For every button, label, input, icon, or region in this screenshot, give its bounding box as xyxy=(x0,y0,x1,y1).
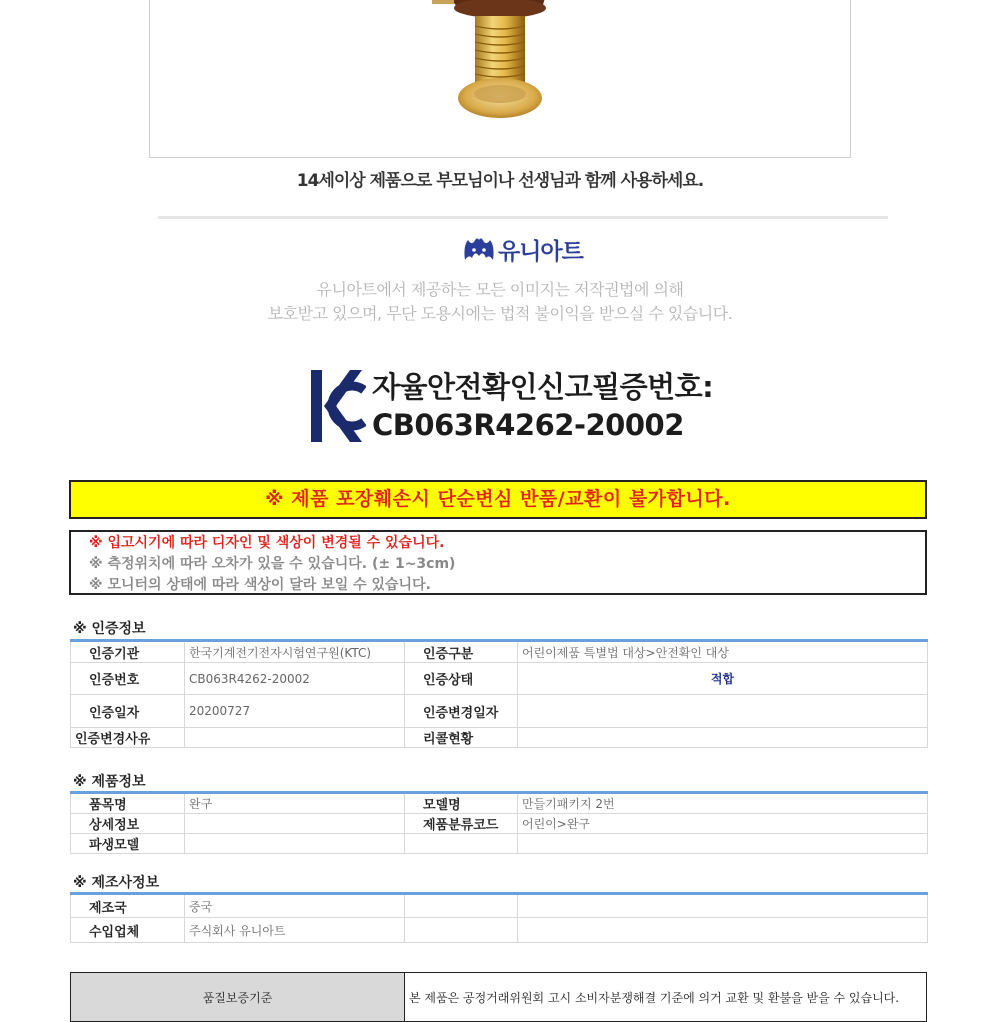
cert-status-value: 적합 xyxy=(518,663,928,695)
cell-key: 품목명 xyxy=(71,793,185,814)
cell-value: 완구 xyxy=(185,793,405,814)
product-image xyxy=(149,0,851,158)
kc-mark-icon xyxy=(310,368,366,444)
cell-value xyxy=(185,834,405,854)
cell-value xyxy=(518,894,928,918)
cell-key xyxy=(405,894,518,918)
cell-key xyxy=(405,834,518,854)
cell-key: 인증번호 xyxy=(71,663,185,695)
cell-value: 어린이제품 특별법 대상>안전확인 대상 xyxy=(518,641,928,663)
notice-item: ※ 입고시기에 따라 디자인 및 색상이 변경될 수 있습니다. xyxy=(89,535,445,551)
brand-name: 유니아트 xyxy=(498,238,583,265)
table-row xyxy=(71,894,928,918)
age-notice: 14세이상 제품으로 부모님이나 선생님과 함께 사용하세요. xyxy=(296,171,704,191)
quality-label: 품질보증기준 xyxy=(71,973,405,1022)
divider xyxy=(158,216,888,219)
cell-key: 인증변경사유 xyxy=(71,728,185,748)
return-warning-banner: ※ 제품 포장훼손시 단순변심 반품/교환이 불가합니다. xyxy=(69,480,927,519)
cell-key: 인증기관 xyxy=(71,641,185,663)
cell-value xyxy=(518,834,928,854)
maker-table xyxy=(70,892,928,943)
table-row xyxy=(71,728,928,748)
product-table xyxy=(70,791,928,854)
copyright-notice xyxy=(0,278,1000,326)
cell-value: 어린이>완구 xyxy=(518,814,928,834)
table-row xyxy=(71,695,928,728)
cell-key: 파생모델 xyxy=(71,834,185,854)
quality-table xyxy=(70,972,927,1022)
table-row xyxy=(71,973,927,1022)
notice-box xyxy=(69,530,927,595)
cell-key: 제품분류코드 xyxy=(405,814,518,834)
cell-key: 인증구분 xyxy=(405,641,518,663)
cell-key: 리콜현황 xyxy=(405,728,518,748)
copyright-line-1: 유니아트에서 제공하는 모든 이미지는 저작권법에 의해 xyxy=(316,280,684,299)
kc-label: 자율안전확인신고필증번호: xyxy=(372,370,714,404)
table-row xyxy=(71,918,928,943)
cert-table xyxy=(70,639,928,748)
cell-key: 인증상태 xyxy=(405,663,518,695)
cell-key: 모델명 xyxy=(405,793,518,814)
cell-value xyxy=(518,695,928,728)
table-row xyxy=(71,834,928,854)
table-row xyxy=(71,814,928,834)
quality-value: 본 제품은 공정거래위원회 고시 소비자분쟁해결 기준에 의거 교환 및 환불을 받을 수 있습니다. xyxy=(405,973,927,1022)
notice-item: ※ 모니터의 상태에 따라 색상이 달라 보일 수 있습니다. xyxy=(89,577,431,593)
cell-value xyxy=(185,814,405,834)
cell-value: 20200727 xyxy=(185,695,405,728)
cell-value: 한국기계전기전자시험연구원(KTC) xyxy=(185,641,405,663)
cell-key: 수입업체 xyxy=(71,918,185,943)
brand-logo xyxy=(462,233,583,265)
cell-value: CB063R4262-20002 xyxy=(185,663,405,695)
kc-certification xyxy=(310,368,713,444)
cell-value: 주식회사 유니아트 xyxy=(185,918,405,943)
notice-item: ※ 측정위치에 따라 오차가 있을 수 있습니다. (± 1~3cm) xyxy=(89,556,456,572)
cell-value: 중국 xyxy=(185,894,405,918)
cert-section-title: ※ 인증정보 xyxy=(73,621,146,637)
cell-key xyxy=(405,918,518,943)
table-row xyxy=(71,793,928,814)
table-row xyxy=(71,663,928,695)
cell-key: 상세정보 xyxy=(71,814,185,834)
cell-key: 인증변경일자 xyxy=(405,695,518,728)
kc-number: CB063R4262-20002 xyxy=(372,408,684,442)
table-row xyxy=(71,641,928,663)
maker-section-title: ※ 제조사정보 xyxy=(73,875,160,891)
cell-value xyxy=(185,728,405,748)
cell-value: 만들기패키지 2번 xyxy=(518,793,928,814)
cell-key: 제조국 xyxy=(71,894,185,918)
cell-value xyxy=(518,728,928,748)
cell-key: 인증일자 xyxy=(71,695,185,728)
product-section-title: ※ 제품정보 xyxy=(73,774,146,790)
uniart-crown-icon xyxy=(462,234,496,264)
copyright-line-2: 보호받고 있으며, 무단 도용시에는 법적 불이익을 받으실 수 있습니다. xyxy=(267,304,733,323)
cell-value xyxy=(518,918,928,943)
